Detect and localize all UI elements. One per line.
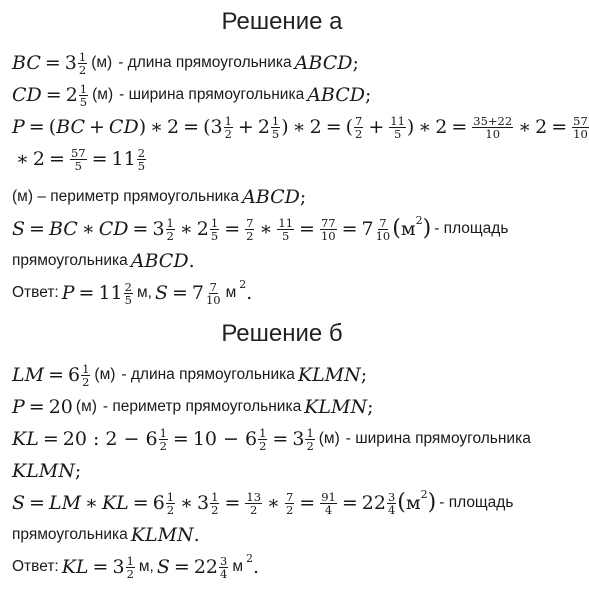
- line-cd-width: CD = 2 $\frac{1}{5}$ (м) - ширина прямоугольника ABCD ;: [12, 81, 372, 109]
- fraction: $\frac{1}{2}$: [159, 425, 167, 453]
- fraction: $\frac{35+22}{10}$: [473, 113, 513, 141]
- fraction: $\frac{7}{2}$: [285, 489, 294, 517]
- fraction: $\frac{1}{2}$: [78, 49, 87, 77]
- whole: 3: [64, 52, 77, 74]
- fraction: $\frac{57}{5}$: [70, 145, 86, 173]
- heading-solution-a: Решение а: [221, 8, 343, 35]
- op-eq: =: [44, 52, 61, 74]
- heading-solution-b: Решение б: [221, 320, 343, 347]
- fraction: $\frac{1}{2}$: [166, 215, 174, 243]
- answer-a: Ответ: P = 11 $\frac{2}{5}$ м, S = 7 $\frac{7}{10}$ м 2 .: [12, 278, 253, 307]
- var-cd: CD: [12, 84, 42, 106]
- fraction: $\frac{1}{2}$: [224, 113, 232, 141]
- fraction: $\frac{1}{5}$: [271, 113, 280, 141]
- fraction: $\frac{13}{2}$: [246, 489, 262, 517]
- line-kl-width: KL = 20 : 2 − 6 $\frac{1}{2}$ = 10 − 6 $\frac{1}{2}$ = 3 $\frac{1}{2}$ (м) - ширина прямоугольника: [12, 425, 531, 453]
- fraction: $\frac{77}{10}$: [320, 215, 336, 243]
- rect-name: ABCD: [294, 52, 353, 74]
- line-area-formula: S = BC ∗ CD = 3 $\frac{1}{2}$ ∗ 2 $\frac{1}{5}$ = $\frac{7}{2}$ ∗ $\frac{11}{5}$ = $\frac{77}{10}$ = 7 $\frac{7}{10}$ ( м 2 ) - площадь: [12, 214, 509, 243]
- line-lm-length: LM = 6 $\frac{1}{2}$ (м) - длина прямоугольника KLMN ;: [12, 361, 368, 389]
- line-area-description: прямоугольника ABCD .: [12, 250, 195, 272]
- fraction: $\frac{3}{4}$: [220, 553, 228, 581]
- fraction: $\frac{7}{10}$: [375, 215, 391, 243]
- fraction: $\frac{1}{2}$: [259, 425, 267, 453]
- description: - длина прямоугольника: [118, 54, 292, 71]
- line-area-formula-b: S = LM ∗ KL = 6 $\frac{1}{2}$ ∗ 3 $\frac{1}{2}$ = $\frac{13}{2}$ ∗ $\frac{7}{2}$ = $\frac{91}{4}$ = 22 $\frac{3}{4}$ ( м 2 ) - площадь: [12, 488, 514, 517]
- line-bc-length: BC = 3 $\frac{1}{2}$ (м) - длина прямоугольника ABCD ;: [12, 49, 359, 77]
- line-area-description-b: прямоугольника KLMN .: [12, 524, 200, 546]
- fraction: $\frac{1}{2}$: [82, 361, 90, 389]
- fraction: $\frac{2}{5}$: [137, 145, 146, 173]
- fraction: $\frac{57}{10}$: [573, 113, 588, 141]
- fraction: $\frac{1}{2}$: [211, 489, 219, 517]
- fraction: $\frac{91}{4}$: [321, 489, 336, 517]
- fraction: $\frac{1}{2}$: [126, 553, 134, 581]
- fraction: $\frac{11}{5}$: [278, 215, 294, 243]
- fraction: $\frac{1}{5}$: [79, 81, 88, 109]
- fraction: $\frac{11}{5}$: [390, 113, 405, 141]
- line-perimeter-given: P = 20 (м) - периметр прямоугольника KLMN ;: [12, 396, 374, 418]
- fraction: $\frac{7}{2}$: [355, 113, 363, 141]
- line-klmn: KLMN ;: [12, 460, 82, 482]
- fraction: $\frac{1}{5}$: [210, 215, 219, 243]
- var-bc: BC: [12, 52, 41, 74]
- line-perimeter-result: ∗ 2 = $\frac{57}{5}$ = 11 $\frac{2}{5}$: [16, 145, 146, 173]
- answer-b: Ответ: KL = 3 $\frac{1}{2}$ м, S = 22 $\frac{3}{4}$ м 2 .: [12, 552, 260, 581]
- line-perimeter-formula: P = ( BC + CD ) ∗ 2 = ( 3 $\frac{1}{2}$ + 2 $\frac{1}{5}$ ) ∗ 2 = ( $\frac{7}{2}$ + $\frac{11}{5}$ ) ∗ 2 = $\frac{35+22}{10}$ ∗ 2 = $\frac{57}{10}$: [12, 113, 588, 141]
- fraction: $\frac{1}{2}$: [166, 489, 175, 517]
- fraction: $\frac{7}{10}$: [205, 279, 221, 307]
- fraction: $\frac{1}{2}$: [306, 425, 314, 453]
- fraction: $\frac{2}{5}$: [124, 279, 132, 307]
- unit: (м): [91, 54, 113, 71]
- fraction: $\frac{3}{4}$: [387, 489, 396, 517]
- line-perimeter-description: (м) – периметр прямоугольника ABCD ;: [12, 186, 307, 208]
- fraction: $\frac{7}{2}$: [246, 215, 254, 243]
